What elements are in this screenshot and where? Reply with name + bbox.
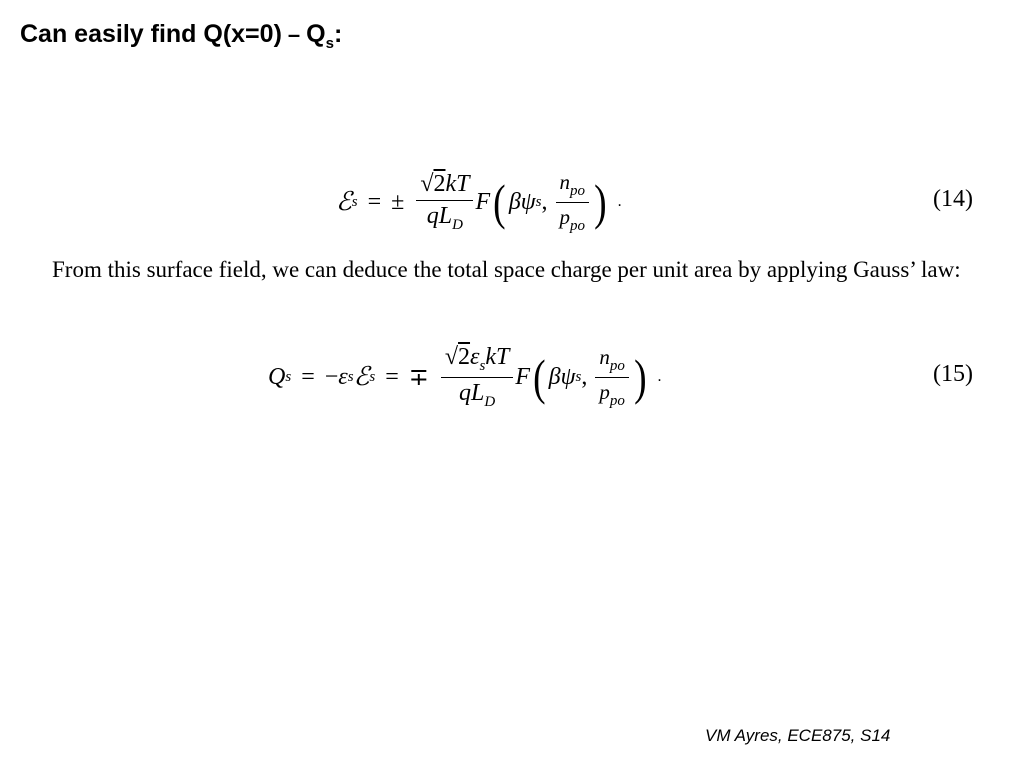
- equation-14-number: (14): [933, 186, 973, 212]
- equation-14: [336, 160, 986, 244]
- title-subscript: s: [325, 35, 334, 52]
- title-dash: –: [287, 22, 301, 47]
- title-q: Q: [306, 20, 326, 48]
- title-colon: :: [333, 20, 343, 48]
- equation-15-number: (15): [933, 361, 973, 387]
- footer-credit: VM Ayres, ECE875, S14: [705, 726, 891, 745]
- body-paragraph: From this surface field, we can deduce the total space charge per unit area by applying Gauss’ law:: [52, 257, 961, 282]
- equation-15: [268, 335, 986, 419]
- equation-15-math: Q s = − ε s ℰ s = ∓ $\frac{√2\varepsilon_skT}{qL_D}$ F ( βψ s , $\frac{n_{po}}{p_{po}}$ ) .: [268, 343, 662, 410]
- equation-14-math: ℰ s = ± $\frac{√2kT}{qL_D}$ F ( βψ s , $\frac{n_{po}}{p_{po}}$ ) .: [336, 169, 622, 234]
- title-text: Can easily find Q(x=0): [20, 20, 282, 48]
- slide-title: [20, 16, 342, 62]
